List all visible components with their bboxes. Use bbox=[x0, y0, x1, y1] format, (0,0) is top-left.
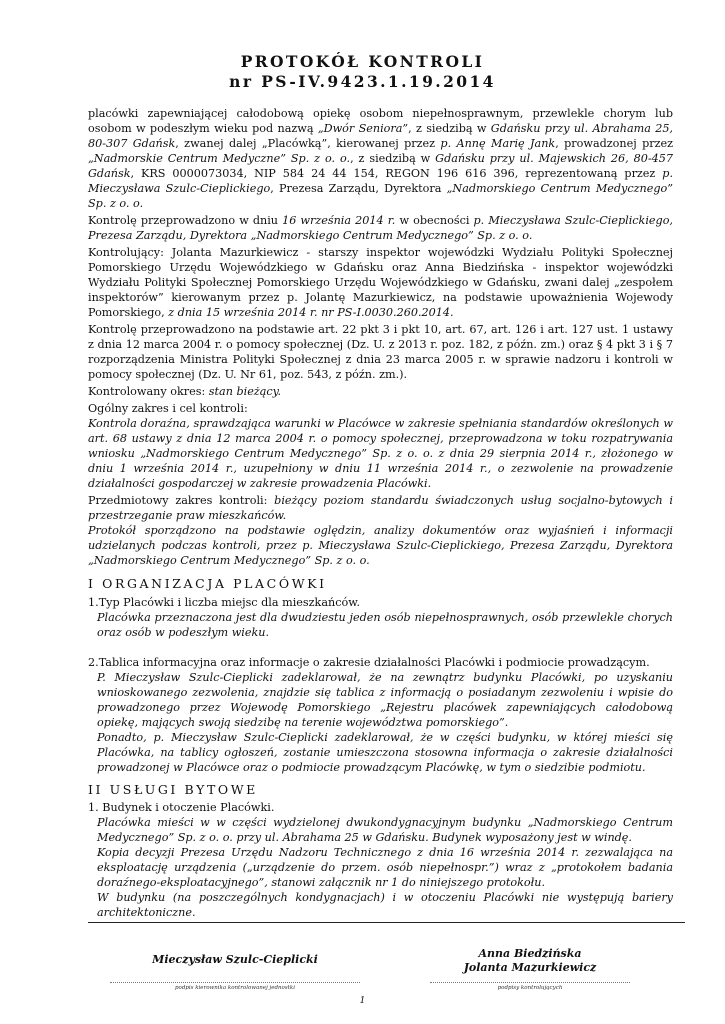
document-number: nr PS-IV.9423.1.19.2014 bbox=[229, 72, 496, 91]
section-2-item-1-text: Placówka mieści w w części wydzielonej dwukondygnacyjnym budynku „Nadmorskiego Centrum Medycznego” Sp. z o. o. przy ul. Abrahama 25 w Gdańsku. Budynek wyposażony jest w windę. Kopia decyzji Prezesa Urzędu Nadzoru Technicznego z dnia 16 września 2014 r. zezwalająca na eksploatację urządzenia („urządzenie do przem. osób niepełnospr.”) wraz z „protokołem badania doraźnego-eksploatacyjnego”, stanowi załącznik nr 1 do niniejszego protokołu. W budynku (na poszczególnych kondygnacjach) i w otoczeniu Placówki nie występują bariery architektoniczne. bbox=[97, 816, 673, 919]
section-1-item-2-text: P. Mieczysław Szulc-Cieplicki zadeklarował, że na zewnątrz budynku Placówki, po uzyskaniu wnioskowanego zezwolenia, znajdzie się tablica z informacją o posiadanym zezwoleniu i wpisie do prowadzonego przez Wojewodę Pomorskiego „Rejestru placówek zapewniających całodobową opiekę, mających swoją siedzibę na terenie województwa pomorskiego”. Ponadto, p. Mieczysław Szulc-Cieplicki zadeklarował, że w części budynku, w której mieści się Placówka, na tablicy ogłoszeń, zostanie umieszczona stosowna informacja o zakresie działalności prowadzonej w Placówce oraz o podmiocie prowadzącym Placówkę, w tym o siedzibie podmiotu. bbox=[97, 671, 673, 774]
intro-paragraph-inspectors: Kontrolujący: Jolanta Mazurkiewicz - starszy inspektor wojewódzki Wydziału Polityki Społecznej Pomorskiego Urzędu Wojewódzkiego w Gdańsku oraz Anna Biedzińska - inspektor wojewódzki Wydziału Polityki Społecznej Pomorskiego Urzędu Wojewódzkiego w Gdańsku, zwani dalej „zespołem inspektorów” kierowanym przez p. Jolantę Mazurkiewicz, na podstawie upoważnienia Wojewody Pomorskiego, z dnia 15 września 2014 r. nr PS-I.0030.260.2014. bbox=[88, 246, 673, 319]
footer-divider bbox=[88, 922, 685, 923]
section-1-heading: I ORGANIZACJA PLACÓWKI bbox=[88, 576, 327, 591]
section-1-item-2-title: 2.Tablica informacyjna oraz informacje o zakresie działalności Placówki i podmiocie prowadzącym. bbox=[88, 656, 650, 669]
intro-paragraph-subject-scope: Przedmiotowy zakres kontroli: bieżący poziom standardu świadczonych usług socjalno-bytowych i przestrzeganie praw mieszkańców. bbox=[88, 494, 673, 522]
right-signature-2: Jolanta Mazurkiewicz bbox=[463, 961, 597, 974]
page-number: 1 bbox=[359, 996, 366, 1006]
document-title: PROTOKÓŁ KONTROLI bbox=[240, 52, 485, 71]
intro-paragraph-basis: Protokół sporządzono na podstawie oględzin, analizy dokumentów oraz wyjaśnień i informacji udzielanych podczas kontroli, przez p. Mieczysława Szulc-Cieplickiego, Prezesa Zarządu, Dyrektora „Nadmorskiego Centrum Medycznego” Sp. z o. o. bbox=[88, 524, 673, 567]
section-2-item-1-title: 1. Budynek i otoczenie Placówki. bbox=[88, 801, 275, 814]
intro-paragraph-legal-basis: Kontrolę przeprowadzono na podstawie art. 22 pkt 3 i pkt 10, art. 67, art. 126 i art. 127 ust. 1 ustawy z dnia 12 marca 2004 r. o pomocy społecznej (Dz. U. z 2013 r. poz. 182, z późn. zm.) oraz § 4 pkt 3 i § 7 rozporządzenia Ministra Polityki Społecznej z dnia 23 marca 2005 r. w sprawie nadzoru i kontroli w pomocy społecznej (Dz. U. Nr 61, poz. 543, z późn. zm.). bbox=[88, 323, 673, 381]
section-2-heading: II USŁUGI BYTOWE bbox=[88, 782, 258, 797]
intro-paragraph-scope-label: Ogólny zakres i cel kontroli: bbox=[88, 402, 248, 415]
left-signature-line bbox=[110, 982, 360, 983]
intro-paragraph-scope: Kontrola doraźna, sprawdzająca warunki w Placówce w zakresie spełniania standardów określonych w art. 68 ustawy z dnia 12 marca 2004 r. o pomocy społecznej, przeprowadzona w toku rozpatrywania wniosku „Nadmorskiego Centrum Medycznego” Sp. z o. o. z dnia 29 sierpnia 2014 r., złożonego w dniu 1 września 2014 r., uzupełniony w dniu 11 września 2014 r., o zezwolenie na prowadzenie działalności gospodarczej w zakresie prowadzenia Placówki. bbox=[88, 417, 673, 490]
intro-paragraph-date: Kontrolę przeprowadzono w dniu 16 września 2014 r. w obecności p. Mieczysława Szulc-Cieplickiego, Prezesa Zarządu, Dyrektora „Nadmorskiego Centrum Medycznego” Sp. z o. o. bbox=[88, 214, 673, 242]
left-signature: Mieczysław Szulc-Cieplicki bbox=[152, 953, 318, 966]
intro-section bbox=[88, 106, 673, 570]
intro-paragraph-subject: placówki zapewniającej całodobową opiekę osobom niepełnosprawnym, przewlekle chorym lub osobom w podeszłym wieku pod nazwą „Dwór Seniora”, z siedzibą w Gdańsku przy ul. Abrahama 25, 80-307 Gdańsk, zwanej dalej „Placówką”, kierowanej przez p. Annę Marię Jank, prowadzonej przez „Nadmorskie Centrum Medyczne” Sp. z o. o., z siedzibą w Gdańsku przy ul. Majewskich 26, 80-457 Gdańsk, KRS 0000073034, NIP 584 24 44 154, REGON 196 616 396, reprezentowaną przez p. Mieczysława Szulc-Cieplickiego, Prezesa Zarządu, Dyrektora „Nadmorskiego Centrum Medycznego” Sp. z o. o. bbox=[88, 107, 673, 210]
right-signature-line bbox=[430, 982, 630, 983]
section-1-item-1-text: Placówka przeznaczona jest dla dwudziestu jeden osób niepełnosprawnych, osób przewlekle chorych oraz osób w podeszłym wieku. bbox=[97, 611, 673, 639]
intro-paragraph-period: Kontrolowany okres: stan bieżący. bbox=[88, 385, 282, 398]
right-signature-caption: podpisy kontrolujących bbox=[497, 985, 563, 991]
left-signature-caption: podpis kierownika kontrolowanej jednostki bbox=[175, 985, 295, 991]
section-1-item-1-title: 1.Typ Placówki i liczba miejsc dla mieszkańców. bbox=[88, 596, 360, 609]
right-signature-1: Anna Biedzińska bbox=[478, 947, 582, 960]
